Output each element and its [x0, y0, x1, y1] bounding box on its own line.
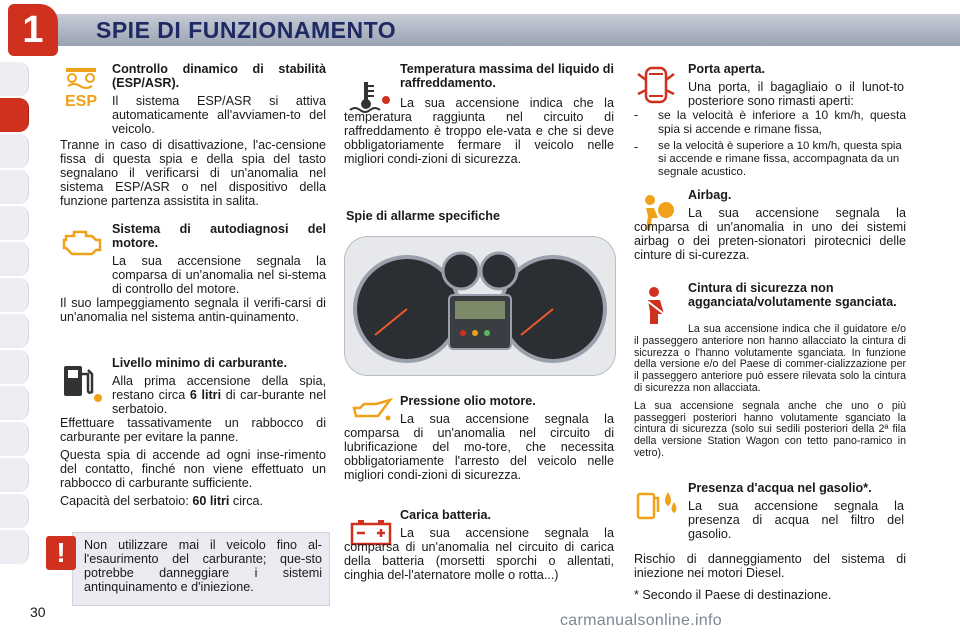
chapter-tab[interactable]: [0, 206, 29, 240]
fuel-capacity: Capacità del serbatoio: 60 litri circa.: [60, 494, 264, 508]
battery-text: La sua accensione segnala la comparsa di un'anomalia nel circuito di carica della batteria (morsetti sporchi o allentati, cinghia del-l'aternatore molle o rotta...): [344, 526, 614, 582]
chapter-tab[interactable]: [0, 170, 29, 204]
door-bullets: [634, 108, 906, 179]
fuel-heading: Livello minimo di carburante.: [112, 356, 287, 370]
door-text: Una porta, il bagagliaio o il lunot-to posteriore sono rimasti aperti:: [688, 80, 904, 108]
engine-heading: Sistema di autodiagnosi del motore.: [112, 222, 326, 250]
temperature-heading: Temperatura massima del liquido di raffreddamento.: [400, 62, 614, 90]
engine-block: [112, 222, 326, 296]
temperature-text: La sua accensione indica che la temperatura raggiunta nel circuito di raffreddamento è troppo ele-vata e che si deve obbligatoriamente fermare il veicolo nelle migliori condi-zioni di sicurezza.: [344, 96, 614, 166]
chapter-tab[interactable]: [0, 458, 29, 492]
warning-icon: !: [46, 536, 76, 570]
chapter-tab[interactable]: [0, 494, 29, 528]
seatbelt-icon: [638, 286, 674, 326]
airbag-heading: Airbag.: [688, 188, 732, 202]
engine-icon: [58, 226, 104, 262]
door-bullet: - se la velocità è superiore a 10 km/h, questa spia si accende e rimane fissa, accompagnata da un segnale acustico.: [634, 140, 902, 178]
esp-block: [112, 62, 326, 136]
esp-text: Il sistema ESP/ASR si attiva automaticamente all'avviamen-to del veicolo.: [112, 94, 326, 136]
esp-icon: [56, 64, 106, 110]
chapter-tab-active[interactable]: [0, 98, 29, 132]
door-heading: Porta aperta.: [688, 62, 765, 76]
water-block: [688, 481, 904, 541]
footnote: * Secondo il Paese di destinazione.: [634, 588, 832, 602]
chapter-tab[interactable]: [0, 278, 29, 312]
chapter-tab[interactable]: [0, 350, 29, 384]
engine-text: La sua accensione segnala la comparsa di un'anomalia nel si-stema di controllo del motore.: [112, 254, 326, 296]
fuel-text: Alla prima accensione della spia, restano circa 6 litri di car-burante nel serbatoio.: [112, 374, 326, 416]
fuel-block: [112, 356, 326, 416]
warning-text: Non utilizzare mai il veicolo fino al-l'esaurimento del carburante; que-sto potrebbe danneggiare i sistemi antinquinamento e d'iniezione.: [84, 538, 322, 594]
door-block: [688, 62, 904, 108]
oil-heading: Pressione olio motore.: [400, 394, 536, 408]
door-open-icon: [636, 64, 676, 106]
fuel-icon: [58, 362, 104, 404]
svg-text:ESP: ESP: [64, 93, 98, 110]
chapter-tabs: [0, 62, 30, 592]
page-title: SPIE DI FUNZIONAMENTO: [96, 17, 397, 43]
battery-heading: Carica batteria.: [400, 508, 491, 522]
fuel-detail: [60, 416, 326, 508]
belt-text: [634, 324, 906, 460]
chapter-tab[interactable]: [0, 422, 29, 456]
water-heading: Presenza d'acqua nel gasolio*.: [688, 481, 872, 495]
fuel-text-3: Questa spia di accende ad ogni inse-rimento del contatto, finché non viene effettuato un rabbocco di carburante sufficiente.: [60, 448, 326, 490]
specific-section-title: Spie di allarme specifiche: [346, 209, 500, 223]
esp-detail: Tranne in caso di disattivazione, l'ac-censione fissa di questa spia e della spia del tasto segnalano il verificarsi di un'anomalia nel sistema ESP/ASR o nel dispositivo della funzione partenza assistita in salita.: [60, 138, 326, 208]
airbag-text: La sua accensione segnala la comparsa di un'anomalia in uno dei sistemi airbag o dei preten-sionatori pirotecnici delle cinture di si-curezza.: [634, 206, 906, 262]
chapter-tab[interactable]: [0, 386, 29, 420]
esp-heading: Controllo dinamico di stabilità (ESP/ASR).: [112, 62, 326, 90]
watermark: carmanualsonline.info: [560, 612, 722, 629]
engine-detail: Il suo lampeggiamento segnala il verifi-carsi di un'anomalia nel sistema antin-quinamento.: [60, 296, 326, 324]
battery-block: [400, 508, 614, 522]
chapter-tab[interactable]: [0, 530, 29, 564]
chapter-tab[interactable]: [0, 62, 29, 96]
oil-text: La sua accensione segnala la comparsa di un'anomalia nel circuito di lubrificazione del mo-tore, che necessita obbligatoriamente l'arresto del veicolo nelle migliori condi-zioni di sicurezza.: [344, 412, 614, 482]
water-risk: Rischio di danneggiamento del sistema di iniezione nei motori Diesel.: [634, 552, 906, 580]
page-number: 30: [30, 604, 46, 620]
water-in-diesel-icon: [636, 486, 680, 522]
belt-heading: Cintura di sicurezza non agganciata/volutamente sganciata.: [688, 281, 897, 309]
door-bullet: - se la velocità è inferiore a 10 km/h, questa spia si accende e rimane fissa,: [634, 108, 906, 136]
chapter-tab[interactable]: [0, 314, 29, 348]
belt-block: [688, 281, 904, 309]
chapter-number: 1: [8, 4, 58, 56]
temperature-block: [400, 62, 614, 90]
instrument-cluster-image: [344, 236, 616, 376]
belt-text-2: La sua accensione segnala anche che uno o più passeggeri posteriori hanno volutamente sganciato la cintura di sicurezza (solo sui sedili posteriori della 2ª fila della versione Station Wagon con tetto pano-ramico in vetro).: [634, 399, 906, 459]
belt-text-1: La sua accensione indica che il guidatore e/o il passeggero anteriore non hanno allacciato la cintura di sicurezza o l'hanno volutamente sganciata. In funzione della versione e/o del Paese di commer-cializzazione per il passeggero anteriore può essere rilevata solo la cintura di sicurezza non allacciata.: [634, 323, 906, 394]
airbag-block: [688, 188, 904, 202]
oil-block: [400, 394, 614, 408]
chapter-tab[interactable]: [0, 134, 29, 168]
chapter-tab[interactable]: [0, 242, 29, 276]
fuel-text-2: Effettuare tassativamente un rabbocco di carburante per evitare la panne.: [60, 416, 326, 444]
water-text: La sua accensione segnala la presenza di acqua nel filtro del gasolio.: [688, 499, 904, 541]
